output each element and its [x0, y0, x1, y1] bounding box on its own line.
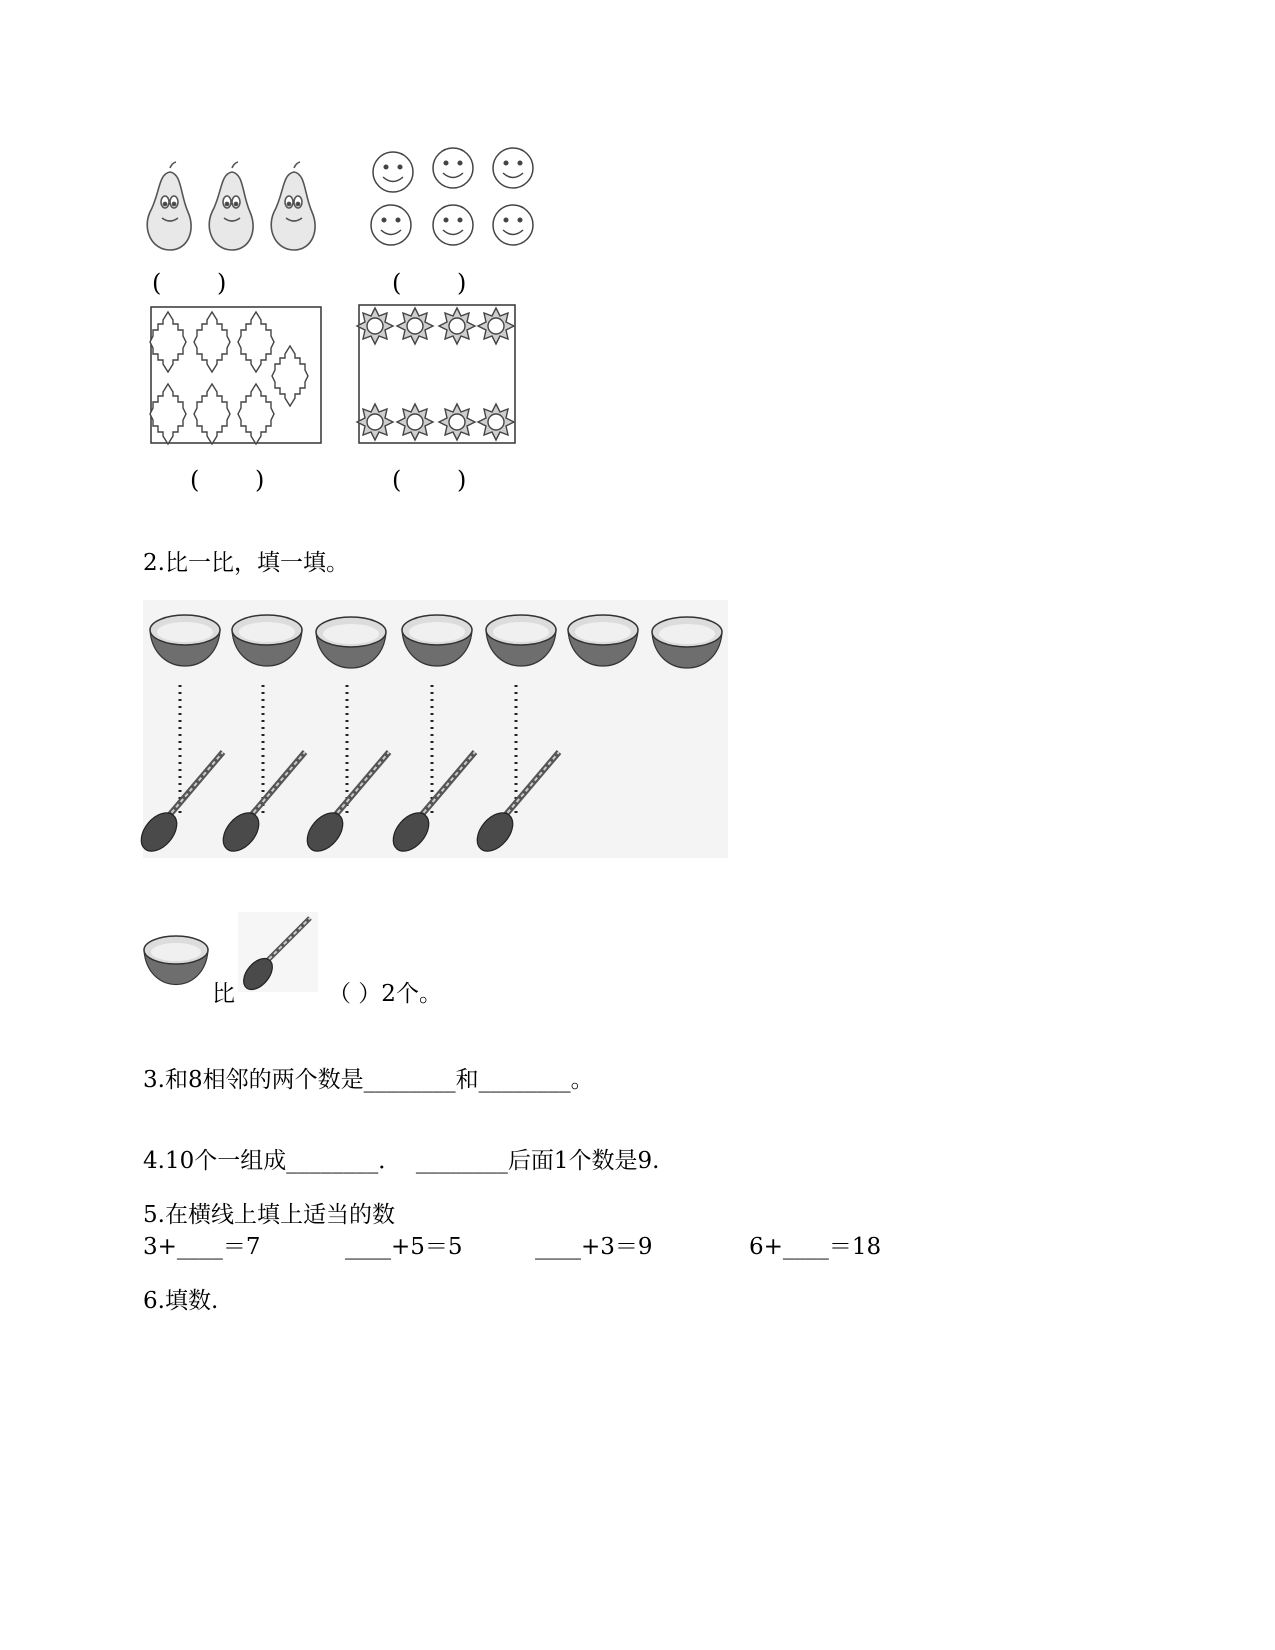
sun-ornaments-box: [358, 304, 518, 446]
question-3[interactable]: 3.和8相邻的两个数是________和________。: [143, 1067, 594, 1093]
equation-1[interactable]: 3+____＝7: [143, 1234, 261, 1260]
answer-blank-pears[interactable]: ( ): [152, 269, 227, 297]
bowl-icon: [143, 932, 209, 994]
pears-illustration: [140, 160, 320, 255]
question-6-title: 6.填数.: [143, 1288, 219, 1314]
diamond-ornaments-box: [150, 306, 325, 446]
compare-answer-blank[interactable]: （ ）2个。: [328, 981, 442, 1007]
bowls-and-spoons-illustration: [143, 600, 728, 858]
equation-2[interactable]: ____+5＝5: [345, 1234, 463, 1260]
question-4[interactable]: 4.10个一组成________． ________后面1个数是9.: [143, 1148, 660, 1174]
compare-word: 比: [212, 981, 235, 1007]
smiley-faces-illustration: [365, 145, 540, 250]
question-2-title: 2.比一比，填一填。: [143, 550, 349, 576]
equation-3[interactable]: ____+3＝9: [535, 1234, 653, 1260]
answer-blank-diamonds[interactable]: ( ): [190, 466, 265, 494]
answer-blank-suns[interactable]: ( ): [392, 466, 467, 494]
spoon-icon: [238, 912, 318, 992]
answer-blank-smileys[interactable]: ( ): [392, 269, 467, 297]
question-5-title: 5.在横线上填上适当的数: [143, 1202, 395, 1228]
equation-4[interactable]: 6+____＝18: [749, 1234, 882, 1260]
